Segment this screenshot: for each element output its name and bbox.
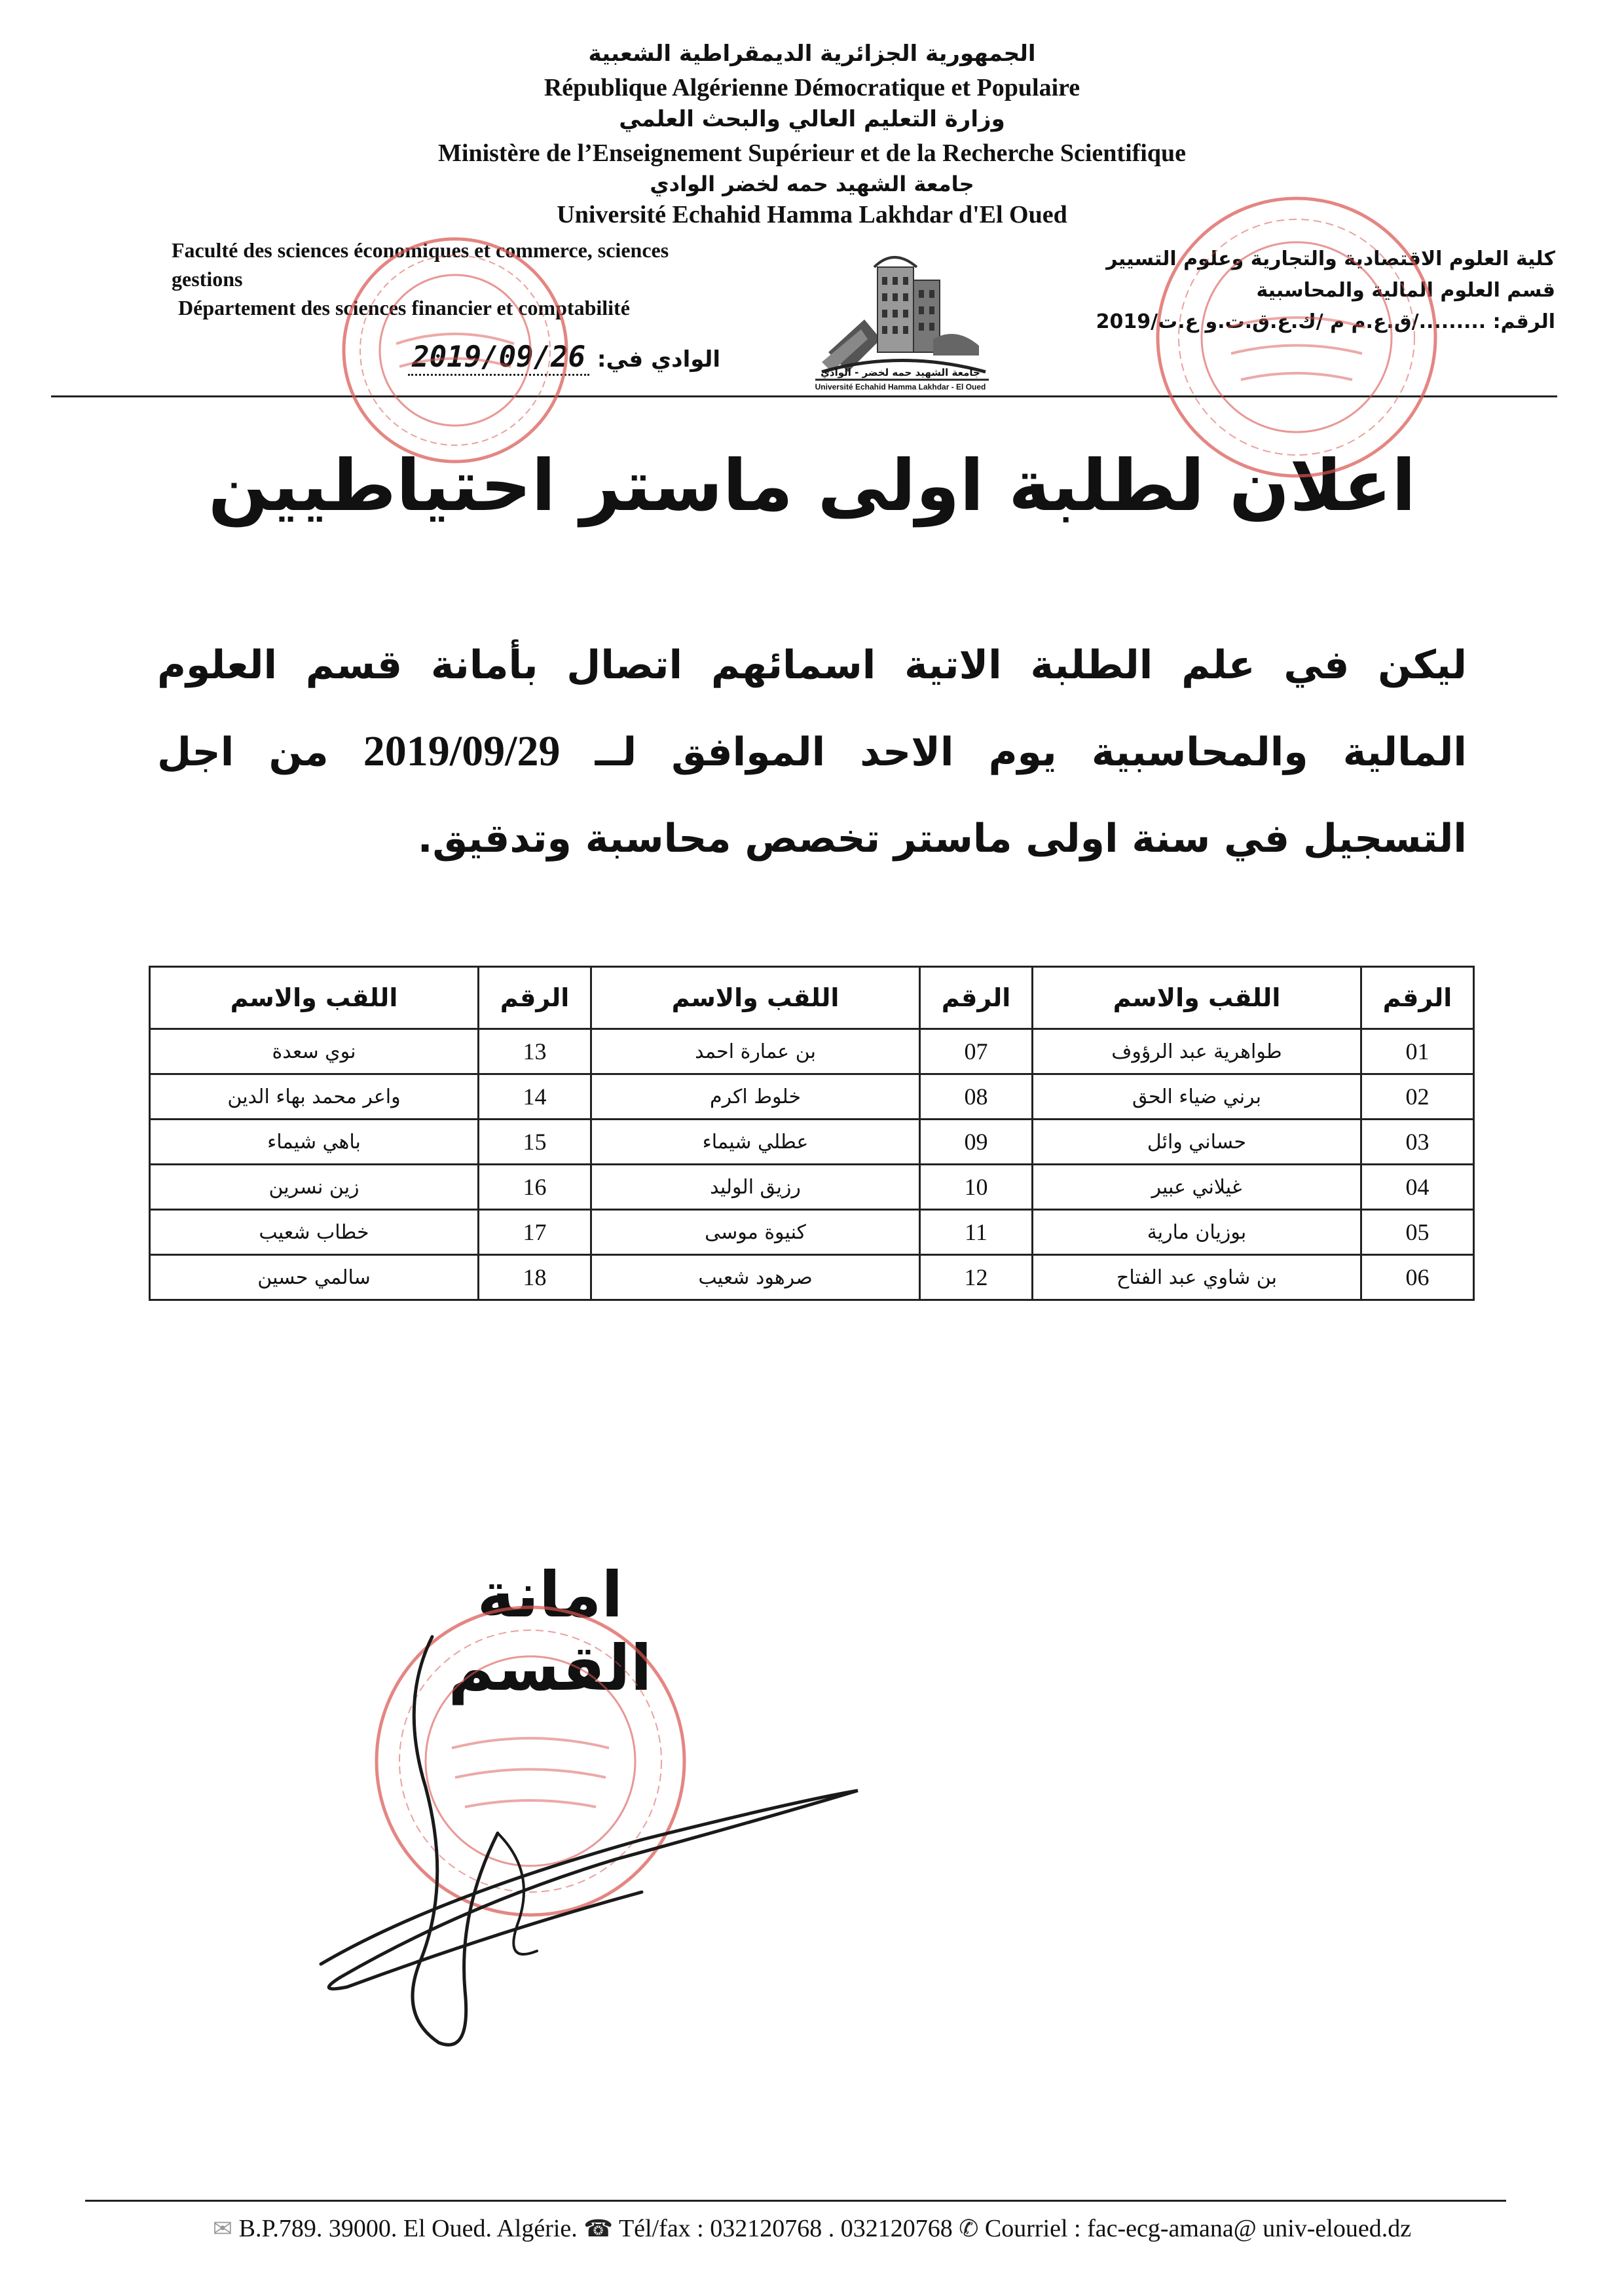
student-name: خلوط اكرم [591, 1074, 920, 1120]
student-name: طواهرية عبد الرؤوف [1033, 1029, 1361, 1074]
table-row [150, 1074, 1474, 1120]
faculty-fr-line2: gestions [172, 267, 243, 291]
student-name: خطاب شعيب [150, 1210, 479, 1255]
student-number: 12 [919, 1255, 1032, 1300]
header-ar-university: جامعة الشهيد حمه لخضر الوادي [650, 172, 974, 196]
table-row [150, 1255, 1474, 1300]
table-row [150, 1120, 1474, 1165]
header-name: اللقب والاسم [150, 967, 479, 1029]
footer-contact [0, 2214, 1624, 2243]
logo-caption-ar: جامعة الشهيد حمه لخضر - الوادي [821, 367, 980, 378]
students-table-wrapper [149, 966, 1475, 1301]
student-number: 05 [1361, 1210, 1473, 1255]
header-name: اللقب والاسم [1033, 967, 1361, 1029]
header-fr-republic: République Algérienne Démocratique et Populaire [544, 74, 1080, 101]
student-number: 11 [919, 1210, 1032, 1255]
handwritten-date: 2019/09/26 [408, 340, 589, 376]
email-icon: ✆ [959, 2215, 979, 2242]
student-name: بوزيان مارية [1033, 1210, 1361, 1255]
student-name: زين نسرين [150, 1165, 479, 1210]
date-row [314, 340, 720, 374]
faculty-fr-line1: Faculté des sciences économiques et commerce, sciences [172, 238, 669, 262]
student-name: بن شاوي عبد الفتاح [1033, 1255, 1361, 1300]
body-date: 2019/09/29 [363, 727, 561, 775]
table-row [150, 1029, 1474, 1074]
announcement-body [157, 622, 1467, 882]
student-name: صرهود شعيب [591, 1255, 920, 1300]
footer-email: Courriel : fac-ecg-amana@ univ-eloued.dz [984, 2215, 1412, 2242]
student-name: نوي سعدة [150, 1029, 479, 1074]
student-number: 14 [479, 1074, 591, 1120]
header-fr-university: Université Echahid Hamma Lakhdar d'El Oued [557, 201, 1067, 228]
student-number: 09 [919, 1120, 1032, 1165]
student-number: 08 [919, 1074, 1032, 1120]
date-label: الوادي في: [597, 346, 720, 373]
student-name: حساني وائل [1033, 1120, 1361, 1165]
student-number: 18 [479, 1255, 591, 1300]
student-number: 13 [479, 1029, 591, 1074]
department-ar-line: قسم العلوم المالية والمحاسبية [1256, 279, 1555, 302]
header-divider [51, 395, 1557, 397]
footer-address: B.P.789. 39000. El Oued. Algérie. [238, 2215, 578, 2242]
footer-phone: Tél/fax : 032120768 . 032120768 [618, 2215, 953, 2242]
student-number: 03 [1361, 1120, 1473, 1165]
logo-caption-fr: Université Echahid Hamma Lakhdar - El Oued [815, 382, 986, 392]
header-ar-republic: الجمهورية الجزائرية الديمقراطية الشعبية [588, 41, 1036, 67]
student-number: 02 [1361, 1074, 1473, 1120]
students-table [149, 966, 1475, 1301]
student-number: 07 [919, 1029, 1032, 1074]
announcement-title: اعلان لطلبة اولى ماستر احتياطيين [208, 445, 1416, 527]
header-fr-ministry: Ministère de l’Enseignement Supérieur et de la Recherche Scientifique [438, 139, 1186, 167]
reference-number: الرقم: ........./ق.ع.م م /ك.ع.ق.ت.و ع.ت/2019 [1096, 310, 1555, 333]
faculty-ar-block [1084, 244, 1555, 338]
body-part1: ليكن في علم الطلبة الاتية اسمائهم اتصال بأمانة قسم العلوم المالية والمحاسبية يوم الاحد الموافق لــ [157, 642, 1467, 775]
student-number: 15 [479, 1120, 591, 1165]
header-number: الرقم [479, 967, 591, 1029]
footer-divider [85, 2200, 1506, 2202]
student-name: سالمي حسين [150, 1255, 479, 1300]
student-number: 04 [1361, 1165, 1473, 1210]
table-header-row [150, 967, 1474, 1029]
student-number: 01 [1361, 1029, 1473, 1074]
student-name: بن عمارة احمد [591, 1029, 920, 1074]
student-name: باهي شيماء [150, 1120, 479, 1165]
section-secretariat-title: امانة القسم [448, 1558, 652, 1705]
faculty-fr-block [172, 236, 794, 322]
student-name: عطلي شيماء [591, 1120, 920, 1165]
student-name: غيلاني عبير [1033, 1165, 1361, 1210]
student-name: برني ضياء الحق [1033, 1074, 1361, 1120]
student-number: 10 [919, 1165, 1032, 1210]
student-name: كنيوة موسى [591, 1210, 920, 1255]
student-number: 17 [479, 1210, 591, 1255]
student-name: رزيق الوليد [591, 1165, 920, 1210]
department-fr-line: Département des sciences financier et comptabilité [178, 296, 630, 319]
header-ar-ministry: وزارة التعليم العالي والبحث العلمي [619, 106, 1005, 132]
table-row [150, 1210, 1474, 1255]
student-number: 16 [479, 1165, 591, 1210]
header-number: الرقم [919, 967, 1032, 1029]
header-number: الرقم [1361, 967, 1473, 1029]
table-row [150, 1165, 1474, 1210]
handwritten-signature [301, 1624, 891, 2069]
faculty-ar-line1: كلية العلوم الاقتصادية والتجارية وعلوم التسيير [1106, 247, 1555, 270]
phone-icon: ☎ [583, 2215, 614, 2242]
student-name: واعر محمد بهاء الدين [150, 1074, 479, 1120]
header-name: اللقب والاسم [591, 967, 920, 1029]
envelope-icon: ✉ [212, 2215, 233, 2242]
body-part2: من اجل التسجيل في سنة اولى ماستر تخصص محاسبة وتدقيق. [157, 729, 1467, 862]
student-number: 06 [1361, 1255, 1473, 1300]
